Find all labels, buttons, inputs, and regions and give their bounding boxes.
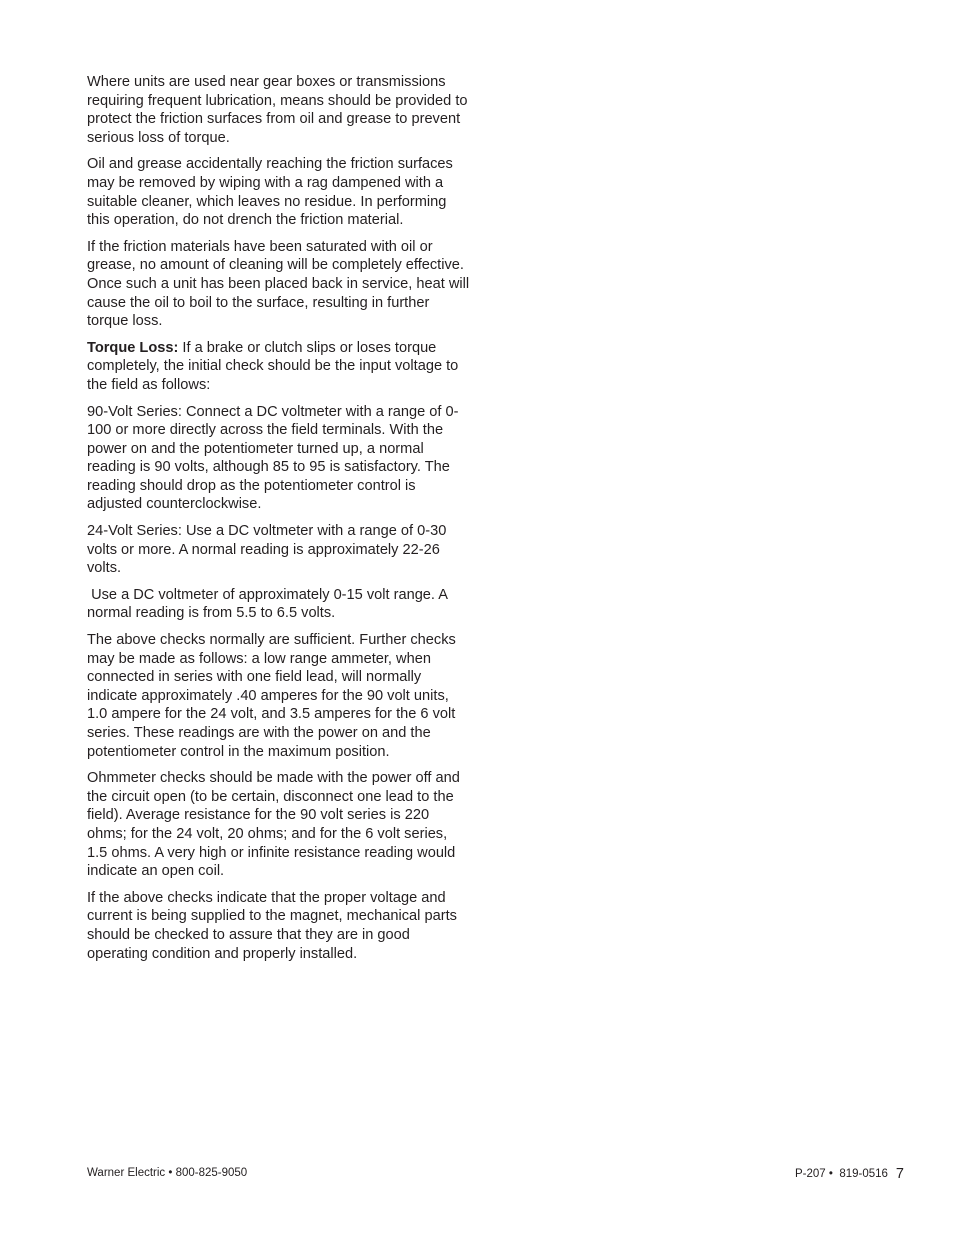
paragraph-text: The above checks normally are sufficient. Further checks may be made as follows: a low range ammeter, when connected in series with one field lead, will normally indicate approximately .40 amperes for the 90 volt units, 1.0 ampere for the 24 volt, and 3.5 amperes for the 6 volt series. These readings are with the power on and the potentiometer control in the maximum position. bbox=[87, 632, 456, 760]
paragraph-90-volt bbox=[87, 403, 471, 515]
paragraph-mechanical-parts bbox=[87, 889, 471, 963]
paragraph-lead: Torque Loss: bbox=[87, 339, 179, 356]
paragraph-text: If the friction materials have been saturated with oil or grease, no amount of cleaning will be completely effective. Once such a unit has been placed back in service, heat will cause the oil to boil to the surface, resulting in further torque loss. bbox=[87, 238, 470, 330]
footer-doc-info bbox=[795, 1165, 904, 1182]
footer-doc-number: P-207 • 819-0516 bbox=[795, 1168, 888, 1180]
paragraph-text: Oil and grease accidentally reaching the friction surfaces may be removed by wiping with a rag dampened with a suitable cleaner, which leaves no residue. In performing this operation, do not drench the friction material. bbox=[87, 156, 453, 229]
page-number: 7 bbox=[895, 1166, 904, 1182]
paragraph-ammeter-checks bbox=[87, 631, 471, 761]
paragraph-ohmmeter-checks bbox=[87, 769, 471, 881]
paragraph-text: If a brake or clutch slips or loses torque completely, the initial check should be the input voltage to the field as follows: bbox=[87, 339, 459, 393]
paragraph-6-volt bbox=[87, 586, 471, 623]
footer-company-phone: Warner Electric • 800-825-9050 bbox=[87, 1167, 248, 1179]
paragraph-24-volt bbox=[87, 522, 471, 578]
paragraph-torque-loss bbox=[87, 339, 471, 395]
paragraph-text: Use a DC voltmeter of approximately 0-15 volt range. A normal reading is from 5.5 to 6.5 volts. bbox=[87, 586, 452, 622]
paragraph-cleaning bbox=[87, 155, 471, 229]
paragraph-text: Where units are used near gear boxes or transmissions requiring frequent lubrication, means should be provided to protect the friction surfaces from oil and grease to prevent serious loss of torque. bbox=[87, 74, 468, 146]
paragraph-text: 90-Volt Series: Connect a DC voltmeter with a range of 0-100 or more directly across the field terminals. With the power on and the potentiometer turned up, a normal reading is 90 volts, although 85 to 95 is satisfactory. The reading should drop as the potentiometer control is adjusted counterclockwise. bbox=[87, 403, 459, 513]
paragraph-text: If the above checks indicate that the proper voltage and current is being supplied to the magnet, mechanical parts should be checked to assure that they are in good operating condition and properly installed. bbox=[87, 889, 457, 962]
paragraph-text: 24-Volt Series: Use a DC voltmeter with a range of 0-30 volts or more. A normal reading is approximately 22-26 volts. bbox=[87, 523, 447, 577]
paragraph-lubrication bbox=[87, 73, 471, 147]
paragraph-saturation bbox=[87, 238, 471, 331]
body-text-column bbox=[87, 73, 471, 971]
paragraph-text: Ohmmeter checks should be made with the power off and the circuit open (to be certain, disconnect one lead to the field). Average resistance for the 90 volt series is 220 ohms; for the 24 volt, 20 ohms; and for the 6 volt series, 1.5 ohms. A very high or infinite resistance reading would indicate an open coil. bbox=[87, 770, 460, 880]
